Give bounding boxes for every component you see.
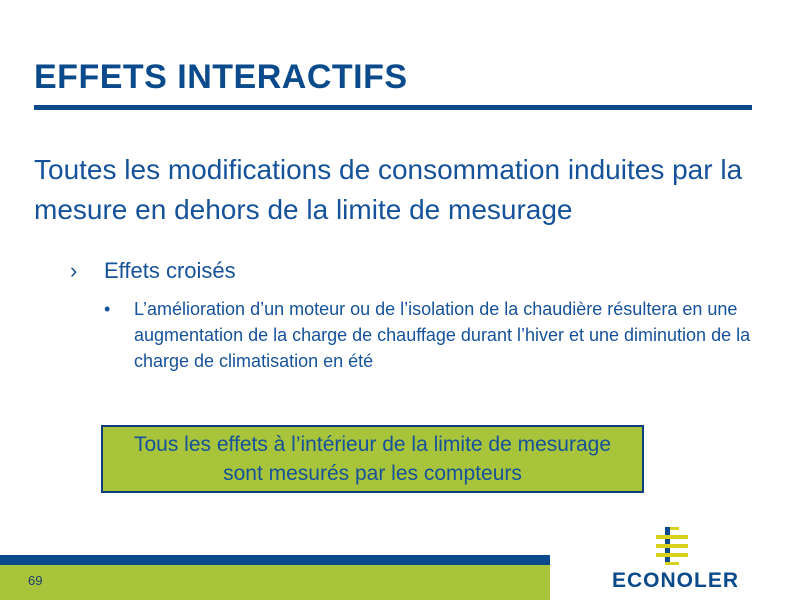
footer-green-band [0, 565, 550, 600]
dot-bullet-icon: • [104, 299, 111, 319]
footer-blue-band [0, 555, 550, 565]
callout-box [101, 425, 644, 493]
econoler-e-mark-icon [652, 527, 692, 565]
callout-line-2: sont mesurés par les compteurs [223, 462, 522, 485]
bullet-level2-text: Effets croisés [104, 258, 236, 283]
lead-statement: Toutes les modifications de consommation induites par la mesure en dehors de la limite de mesurage [34, 154, 743, 225]
slide-title: EFFETS INTERACTIFS [34, 58, 408, 96]
bullet-level3 [104, 296, 764, 374]
title-divider [34, 105, 752, 110]
callout-line-1: Tous les effets à l’intérieur de la limite de mesurage [133, 433, 612, 456]
chevron-bullet-icon: › [70, 258, 78, 283]
bullet-level3-text: L’amélioration d’un moteur ou de l’isolation de la chaudière résultera en une augmentation de la charge de chauffage durant l’hiver et une diminution de la charge de climatisation en été [134, 299, 751, 371]
page-number: 69 [28, 573, 43, 588]
brand-logo-text: ECONOLER [612, 569, 740, 592]
bullet-level2 [70, 258, 236, 284]
